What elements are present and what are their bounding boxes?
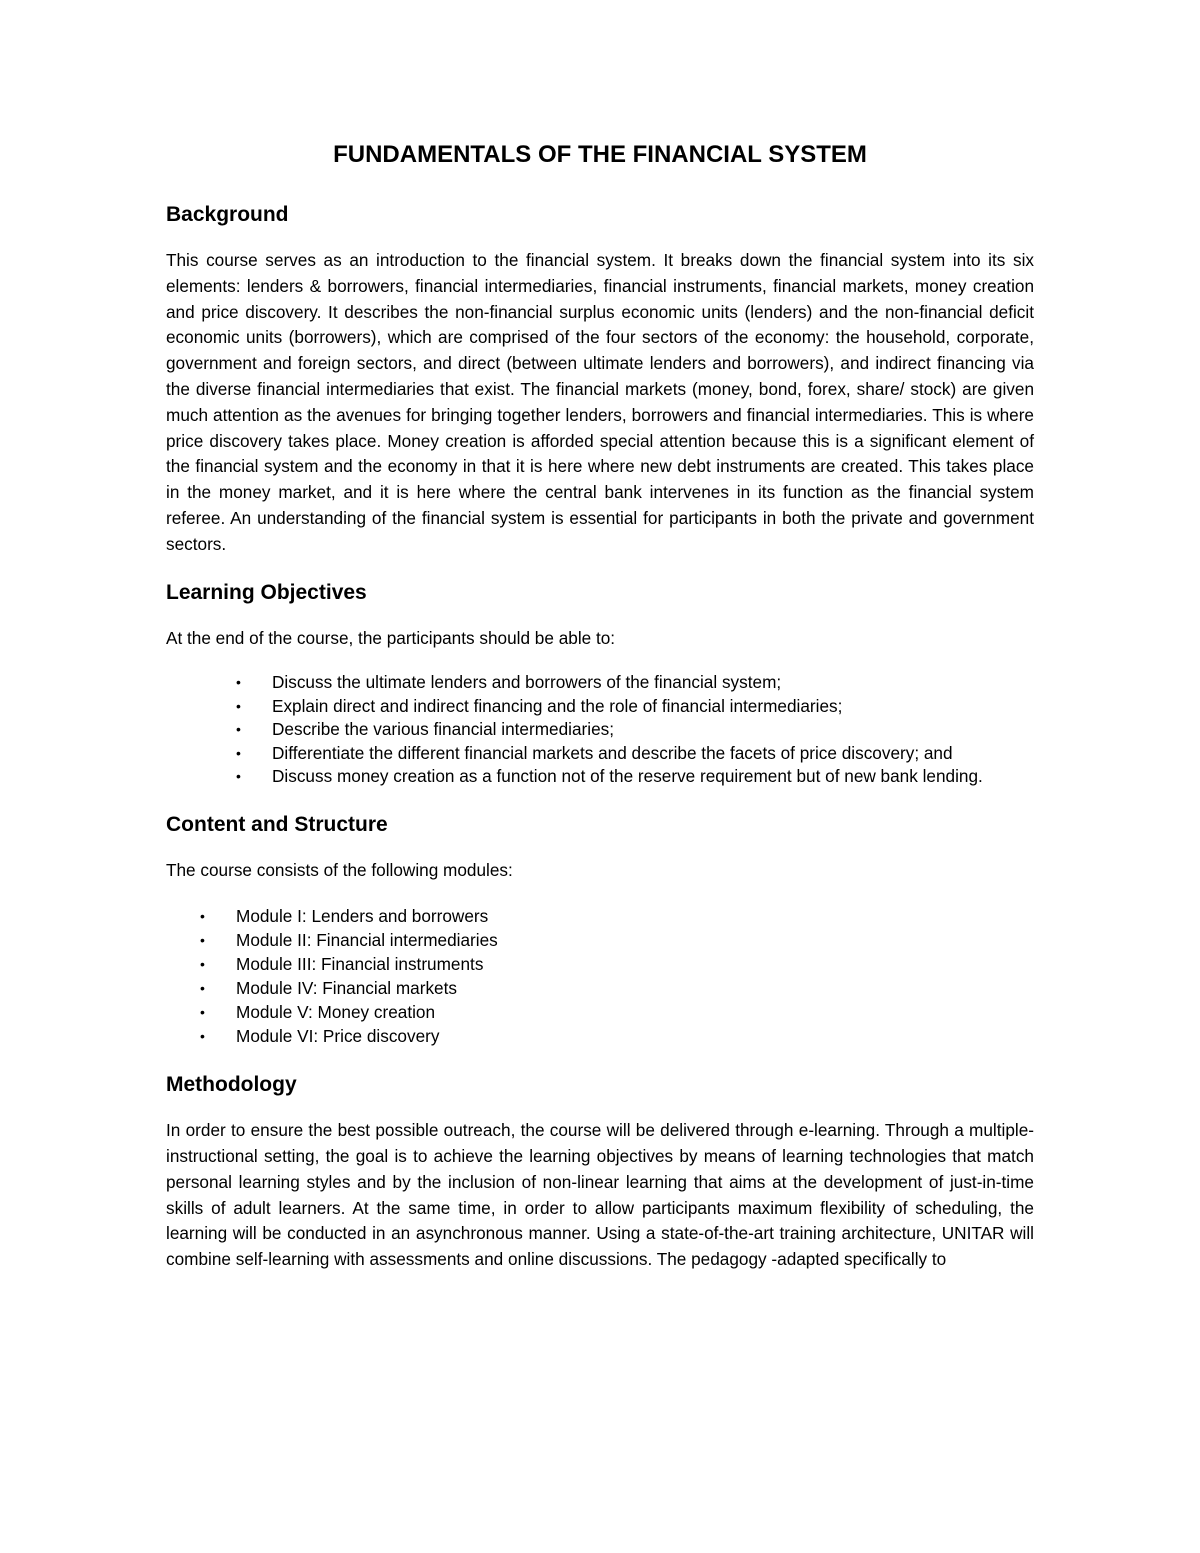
content-structure-heading: Content and Structure xyxy=(166,813,388,837)
list-item xyxy=(166,718,1034,741)
background-paragraph: This course serves as an introduction to the financial system. It breaks down the financial system into its six elements: lenders & borrowers, financial intermediaries, financial instruments, financial markets, money creation and price discovery. It describes the non-financial surplus economic units (lenders) and the non-financial deficit economic units (borrowers), which are comprised of the four sectors of the economy: the household, corporate, government and foreign sectors, and direct (between ultimate lenders and borrowers), and indirect financing via the diverse financial intermediaries that exist. The financial markets (money, bond, forex, share/ stock) are given much attention as the avenues for bringing together lenders, borrowers and financial intermediaries. This is where price discovery takes place. Money creation is afforded special attention because this is a significant element of the financial system and the economy in that it is here where new debt instruments are created. This takes place in the money market, and it is here where the central bank intervenes in its function as the financial system referee. An understanding of the financial system is essential for participants in both the private and government sectors. xyxy=(166,250,1034,554)
module-text: Module V: Money creation xyxy=(236,1002,436,1023)
objective-text: Describe the various financial intermediaries; xyxy=(272,719,614,740)
modules-list xyxy=(166,904,1034,1048)
bullet-icon: • xyxy=(200,1028,205,1045)
module-text: Module I: Lenders and borrowers xyxy=(236,906,489,927)
objective-text: Discuss the ultimate lenders and borrowers of the financial system; xyxy=(272,672,782,693)
module-text: Module IV: Financial markets xyxy=(236,978,457,999)
bullet-icon: • xyxy=(236,721,241,738)
content-structure-section xyxy=(166,810,1034,1048)
methodology-heading: Methodology xyxy=(166,1073,297,1097)
list-item xyxy=(166,671,1034,694)
module-text: Module III: Financial instruments xyxy=(236,954,484,975)
bullet-icon: • xyxy=(236,697,241,714)
document-page xyxy=(166,138,1034,1273)
bullet-icon: • xyxy=(200,956,205,973)
list-item xyxy=(166,695,1034,718)
list-item xyxy=(166,976,1034,1000)
list-item xyxy=(166,904,1034,928)
objective-text: Discuss money creation as a function not of the reserve requirement but of new bank lending. xyxy=(272,765,983,786)
learning-objectives-intro: At the end of the course, the participants should be able to: xyxy=(166,627,616,648)
objective-text: Explain direct and indirect financing and the role of financial intermediaries; xyxy=(272,695,843,716)
learning-objectives-heading: Learning Objectives xyxy=(166,580,367,604)
list-item xyxy=(166,1024,1034,1048)
list-item xyxy=(166,952,1034,976)
list-item xyxy=(166,928,1034,952)
learning-objectives-list xyxy=(166,671,1034,788)
bullet-icon: • xyxy=(236,674,241,691)
list-item xyxy=(166,1000,1034,1024)
bullet-icon: • xyxy=(200,980,205,997)
bullet-icon: • xyxy=(236,744,241,761)
background-section xyxy=(166,200,1034,558)
module-text: Module VI: Price discovery xyxy=(236,1026,440,1047)
bullet-icon: • xyxy=(200,1004,205,1021)
bullet-icon: • xyxy=(236,767,241,784)
methodology-section xyxy=(166,1070,1034,1273)
methodology-paragraph: In order to ensure the best possible outreach, the course will be delivered through e-learning. Through a multiple-instructional setting, the goal is to achieve the learning objectives by means of learning technologies that match personal learning styles and by the inclusion of non-linear learning that aims at the development of just-in-time skills of adult learners. At the same time, in order to allow participants maximum flexibility of scheduling, the learning will be conducted in an asynchronous manner. Using a state-of-the-art training architecture, UNITAR will combine self-learning with assessments and online discussions. The pedagogy -adapted specifically to xyxy=(166,1120,1034,1270)
document-title: FUNDAMENTALS OF THE FINANCIAL SYSTEM xyxy=(333,141,867,168)
background-heading: Background xyxy=(166,203,289,226)
bullet-icon: • xyxy=(200,908,205,925)
list-item xyxy=(166,765,1034,788)
bullet-icon: • xyxy=(200,932,205,949)
objective-text: Differentiate the different financial markets and describe the facets of price discovery; and xyxy=(272,742,953,763)
learning-objectives-section xyxy=(166,578,1034,789)
content-structure-intro: The course consists of the following modules: xyxy=(166,860,513,881)
module-text: Module II: Financial intermediaries xyxy=(236,930,498,951)
list-item xyxy=(166,742,1034,765)
